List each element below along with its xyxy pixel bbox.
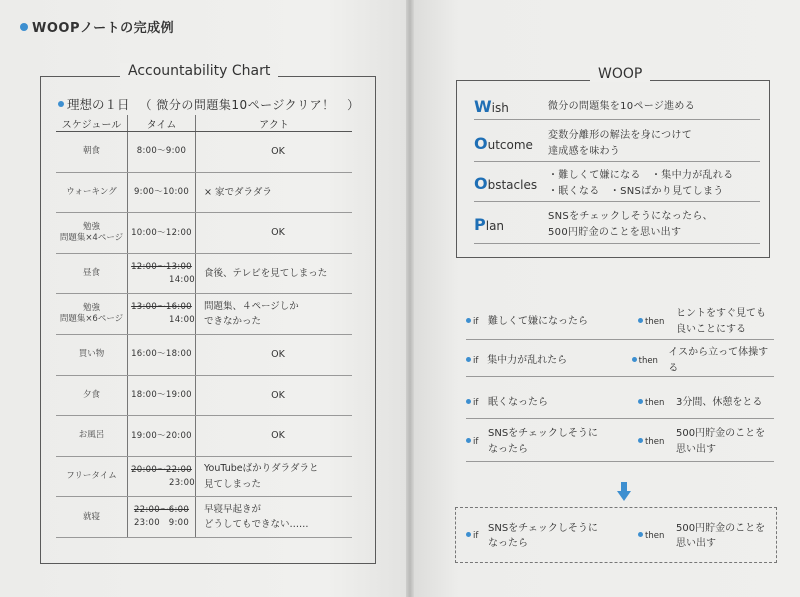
- time-line: 19:00〜20:00: [131, 430, 192, 441]
- if-then-row: [466, 345, 774, 377]
- final-if-then: [466, 516, 766, 556]
- time-line: 23:00 9:00: [133, 518, 190, 529]
- schedule-cell: 勉強 問題集×4ページ: [56, 213, 128, 253]
- if-tag: if: [466, 317, 488, 327]
- bullet-dot-icon: [632, 357, 637, 362]
- schedule-cell: 昼食: [56, 254, 128, 294]
- schedule-cell: 就寝: [56, 497, 128, 537]
- time-line: 18:00〜19:00: [131, 389, 192, 400]
- schedule-cell: ウォーキング: [56, 173, 128, 213]
- accountability-chart-title: Accountability Chart: [120, 63, 278, 79]
- act-line: できなかった: [204, 316, 262, 328]
- act-cell: [196, 173, 352, 213]
- woop-label-rest: bstacles: [487, 178, 538, 192]
- woop-value-line: 達成感を味わう: [548, 145, 621, 157]
- act-line: 早寝早起きが: [204, 503, 262, 515]
- bullet-dot-icon: [638, 438, 643, 443]
- act-line: × 家でダラダラ: [204, 186, 272, 198]
- woop-value: [548, 209, 713, 240]
- act-line: 問題集、４ページしか: [204, 300, 299, 312]
- time-line: 8:00〜9:00: [136, 146, 187, 157]
- then-tag: then: [638, 317, 676, 327]
- act-line: OK: [271, 430, 285, 442]
- time-line: 20:00〜22:00: [131, 464, 192, 475]
- if-then-row: [466, 422, 774, 462]
- woop-label-rest: utcome: [487, 138, 533, 152]
- time-cell: [128, 335, 196, 375]
- final-if-text: SNSをチェックしそうに なったら: [488, 522, 598, 549]
- time-line: 23:00: [169, 477, 195, 488]
- schedule-cell: 勉強 問題集×6ページ: [56, 294, 128, 334]
- act-line: OK: [271, 146, 285, 158]
- time-line: 16:00〜18:00: [131, 349, 192, 360]
- time-cell: [128, 132, 196, 172]
- act-line: 食後、テレビを見てしまった: [204, 267, 328, 279]
- woop-value: [548, 128, 692, 159]
- time-cell: [128, 213, 196, 253]
- then-tag: then: [638, 437, 676, 447]
- woop-initial: W: [474, 97, 492, 116]
- if-tag: if: [466, 398, 488, 408]
- then-tag: then: [638, 398, 676, 408]
- act-cell: [196, 497, 352, 537]
- time-line: 10:00〜12:00: [131, 227, 192, 238]
- act-cell: [196, 376, 352, 416]
- ideal-day-value: （ 微分の問題集10ページクリア！ ）: [139, 98, 360, 112]
- column-header-time: タイム: [128, 115, 196, 131]
- time-line: 14:00: [169, 315, 195, 326]
- bullet-dot-icon: [466, 438, 471, 443]
- then-tag: then: [632, 356, 669, 366]
- schedule-row: [56, 132, 352, 173]
- act-line: OK: [271, 349, 285, 361]
- final-then-text: 500円貯金のことを 思い出す: [676, 522, 766, 549]
- if-tag: if: [466, 437, 488, 447]
- woop-value-line: SNSをチェックしそうになったら、: [548, 211, 713, 222]
- woop-label: [474, 97, 548, 116]
- time-line: 22:00〜6:00: [133, 505, 190, 516]
- ideal-day: [58, 95, 360, 113]
- act-cell: [196, 213, 352, 253]
- if-text: 難しくて嫌になったら: [488, 315, 588, 327]
- woop-value-line: 微分の問題集を10ページ進める: [548, 100, 696, 112]
- if-tag: if: [466, 531, 488, 541]
- time-cell: [128, 376, 196, 416]
- time-cell: [128, 416, 196, 456]
- woop-label: [474, 174, 548, 193]
- woop-row: [474, 126, 760, 162]
- act-line: YouTubeばかりダラダラと: [204, 463, 319, 475]
- schedule-row: [56, 497, 352, 538]
- schedule-cell: 買い物: [56, 335, 128, 375]
- schedule-row: [56, 294, 352, 335]
- act-cell: [196, 294, 352, 334]
- woop-value-line: ・難しくて嫌になる ・集中力が乱れる: [548, 170, 734, 181]
- time-line: 14:00: [169, 274, 195, 285]
- time-cell: [128, 254, 196, 294]
- time-line: 12:00〜13:00: [131, 261, 192, 272]
- woop-value-line: ・眠くなる ・SNSばかり見てしまう: [548, 185, 724, 197]
- time-cell: [128, 457, 196, 497]
- column-header-schedule: スケジュール: [56, 115, 128, 131]
- woop-value: [548, 99, 695, 115]
- column-header-act: アクト: [259, 119, 289, 131]
- time-line: 9:00〜10:00: [133, 187, 190, 198]
- woop-row: [474, 94, 760, 120]
- bullet-dot-icon: [638, 318, 643, 323]
- woop-title: WOOP: [590, 66, 650, 82]
- bullet-dot-icon: [466, 532, 471, 537]
- schedule-cell: 朝食: [56, 132, 128, 172]
- schedule-cell: フリータイム: [56, 457, 128, 497]
- woop-value-line: 500円貯金のことを思い出す: [548, 226, 682, 238]
- bullet-dot-icon: [466, 399, 471, 404]
- act-cell: [196, 457, 352, 497]
- schedule-table-body: [56, 132, 352, 538]
- woop-initial: O: [474, 134, 488, 153]
- ideal-day-label: 理想の１日: [67, 97, 130, 112]
- then-text: ヒントをすぐ見ても 良いことにする: [676, 308, 766, 335]
- schedule-row: [56, 457, 352, 498]
- bullet-dot-icon: [20, 23, 28, 31]
- schedule-row: [56, 376, 352, 417]
- woop-initial: O: [474, 174, 488, 193]
- if-then-row: [466, 304, 774, 340]
- schedule-cell: お風呂: [56, 416, 128, 456]
- then-text: 3分間、休憩をとる: [676, 396, 763, 408]
- act-line: OK: [271, 389, 285, 401]
- act-cell: [196, 416, 352, 456]
- schedule-table: [56, 115, 352, 538]
- woop-row: [474, 206, 760, 244]
- then-text: 500円貯金のことを 思い出す: [676, 428, 766, 455]
- woop-label: [474, 134, 548, 153]
- bullet-dot-icon: [58, 101, 64, 107]
- schedule-row: [56, 335, 352, 376]
- time-cell: [128, 173, 196, 213]
- time-line: 13:00〜16:00: [131, 302, 192, 313]
- act-cell: [196, 254, 352, 294]
- bullet-dot-icon: [638, 532, 643, 537]
- woop-label-rest: ish: [491, 101, 509, 115]
- book-spine: [406, 0, 414, 597]
- act-cell: [196, 335, 352, 375]
- bullet-dot-icon: [466, 357, 471, 362]
- time-cell: [128, 294, 196, 334]
- woop-initial: P: [474, 215, 486, 234]
- section-title: WOOPノートの完成例: [20, 17, 174, 36]
- if-text: 眠くなったら: [488, 396, 548, 408]
- if-then-row: [466, 387, 774, 419]
- woop-value: [548, 168, 733, 199]
- schedule-cell: 夕食: [56, 376, 128, 416]
- schedule-row: [56, 416, 352, 457]
- then-tag: then: [638, 531, 676, 541]
- schedule-table-header: [56, 115, 352, 132]
- if-text: 集中力が乱れたら: [487, 354, 568, 366]
- act-cell: [196, 132, 352, 172]
- time-cell: [128, 497, 196, 537]
- schedule-row: [56, 173, 352, 214]
- if-text: SNSをチェックしそうに なったら: [488, 428, 598, 455]
- then-text: イスから立って体操する: [668, 347, 769, 374]
- woop-label-rest: lan: [485, 219, 505, 233]
- bullet-dot-icon: [638, 399, 643, 404]
- act-line: OK: [271, 227, 285, 239]
- schedule-row: [56, 254, 352, 295]
- woop-row: [474, 166, 760, 202]
- woop-label: [474, 215, 548, 234]
- act-line: どうしてもできない……: [204, 519, 309, 531]
- woop-value-line: 変数分離形の解法を身につけて: [548, 130, 692, 141]
- act-line: 見てしまった: [204, 478, 262, 490]
- arrow-down-icon: [617, 482, 631, 502]
- schedule-row: [56, 213, 352, 254]
- if-tag: if: [466, 356, 487, 366]
- bullet-dot-icon: [466, 318, 471, 323]
